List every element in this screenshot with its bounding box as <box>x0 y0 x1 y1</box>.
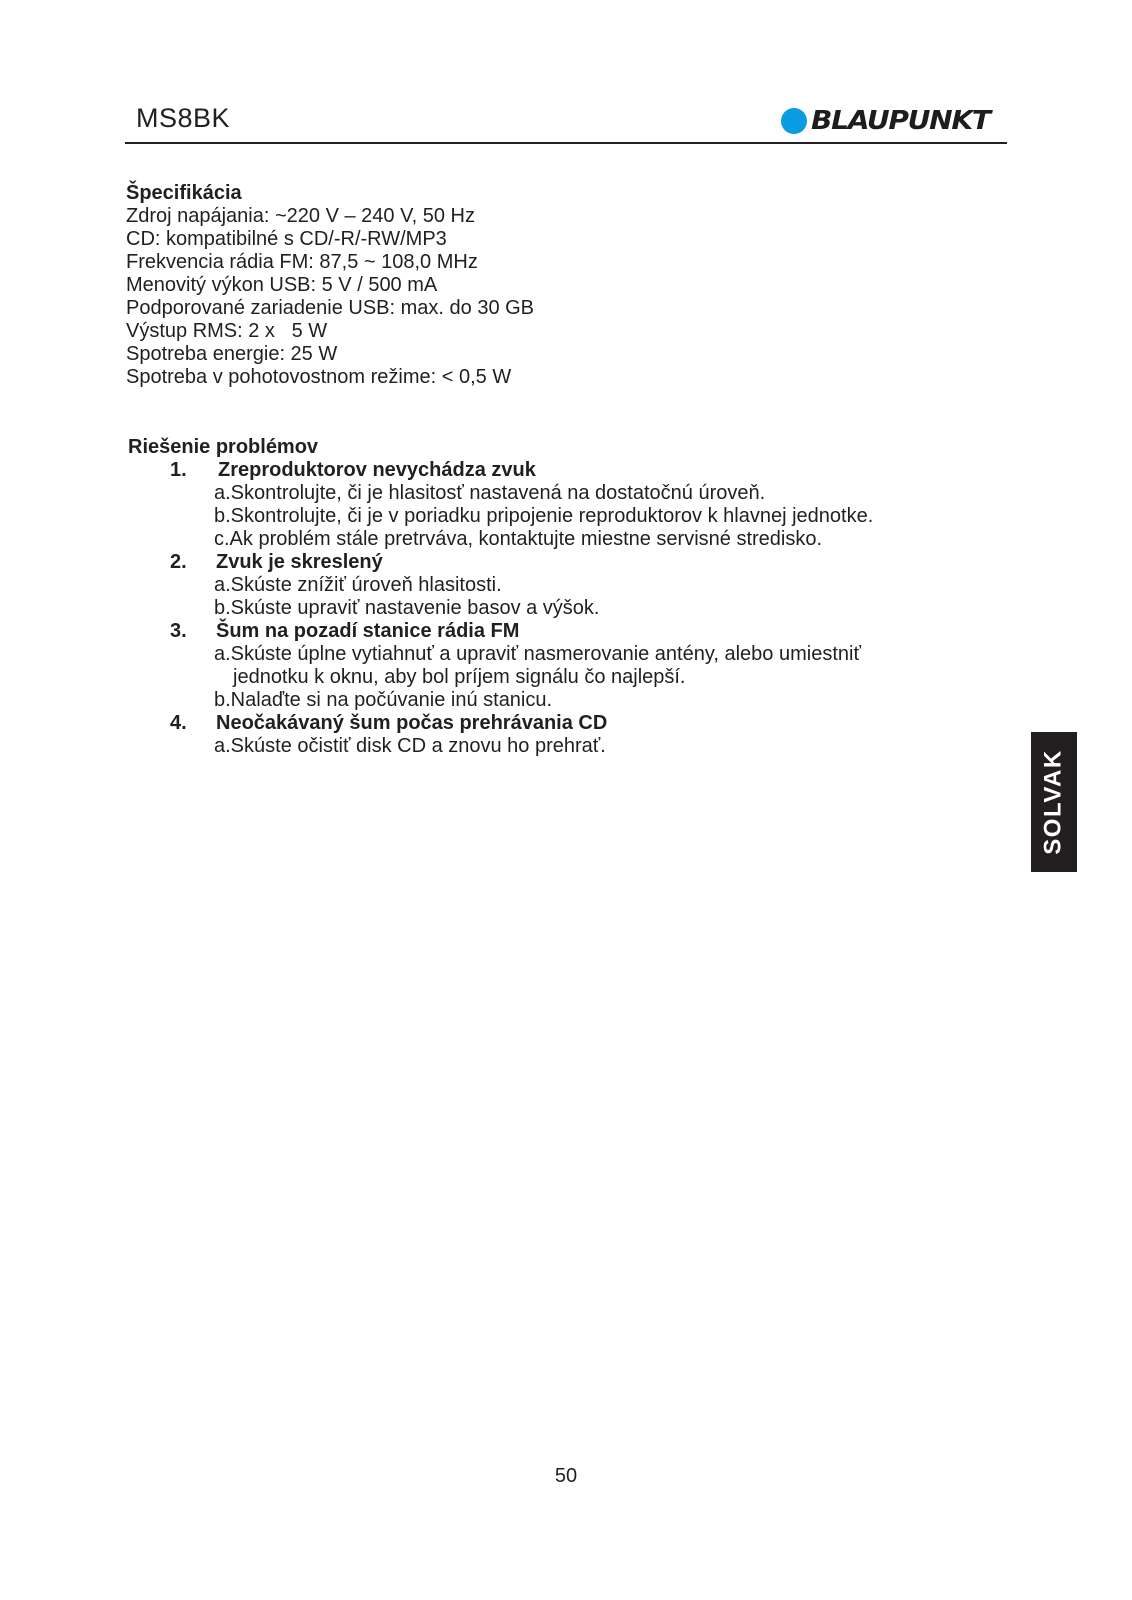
item-step: b.Skúste upraviť nastavenie basov a výšok. <box>214 597 600 619</box>
specifications-section <box>126 182 534 389</box>
brand-dot-icon <box>781 108 807 134</box>
item-title: Neočakávaný šum počas prehrávania CD <box>216 712 608 734</box>
item-title: Zreproduktorov nevychádza zvuk <box>218 459 536 481</box>
spec-line: Zdroj napájania: ~220 V – 240 V, 50 Hz <box>126 205 475 227</box>
spec-line: Menovitý výkon USB: 5 V / 500 mA <box>126 274 438 296</box>
troubleshooting-title: Riešenie problémov <box>128 436 319 458</box>
spec-line: Podporované zariadenie USB: max. do 30 GB <box>126 297 535 319</box>
model-name: MS8BK <box>136 103 231 133</box>
spec-line: Spotreba energie: 25 W <box>126 343 338 365</box>
trouble-item-4 <box>128 712 873 735</box>
item-step: a.Skontrolujte, či je hlasitosť nastavená na dostatočnú úroveň. <box>214 482 766 504</box>
item-step: b.Nalaďte si na počúvanie inú stanicu. <box>214 689 553 711</box>
trouble-item-1 <box>128 459 873 482</box>
page-number: 50 <box>554 1465 578 1487</box>
item-step: b.Skontrolujte, či je v poriadku pripojenie reproduktorov k hlavnej jednotke. <box>214 505 874 527</box>
brand-name: BLAUPUNKT <box>811 106 990 136</box>
item-step: c.Ak problém stále pretrváva, kontaktujte miestne servisné stredisko. <box>214 528 823 550</box>
item-number: 3. <box>170 620 187 642</box>
trouble-item-3 <box>128 620 873 643</box>
header-divider <box>125 142 1007 144</box>
item-step: a.Skúste očistiť disk CD a znovu ho prehrať. <box>214 735 606 757</box>
item-step-continuation: jednotku k oknu, aby bol príjem signálu čo najlepší. <box>233 666 686 688</box>
spec-line: Spotreba v pohotovostnom režime: < 0,5 W <box>126 366 512 388</box>
spec-line: CD: kompatibilné s CD/-R/-RW/MP3 <box>126 228 447 250</box>
specifications-title: Špecifikácia <box>126 182 242 204</box>
spec-line: Výstup RMS: 2 x 5 W <box>126 320 328 342</box>
language-tab-label: SOLVAK <box>1040 749 1068 855</box>
trouble-item-2 <box>128 551 873 574</box>
language-tab <box>1031 732 1077 872</box>
item-number: 2. <box>170 551 187 573</box>
brand-logo <box>781 104 990 138</box>
spec-line: Frekvencia rádia FM: 87,5 ~ 108,0 MHz <box>126 251 478 273</box>
troubleshooting-section <box>128 436 873 758</box>
item-number: 4. <box>170 712 187 734</box>
item-step: a.Skúste znížiť úroveň hlasitosti. <box>214 574 502 596</box>
item-step: a.Skúste úplne vytiahnuť a upraviť nasmerovanie antény, alebo umiestniť <box>214 643 861 665</box>
item-number: 1. <box>170 459 187 481</box>
item-title: Zvuk je skreslený <box>216 551 383 573</box>
item-title: Šum na pozadí stanice rádia FM <box>216 620 520 642</box>
